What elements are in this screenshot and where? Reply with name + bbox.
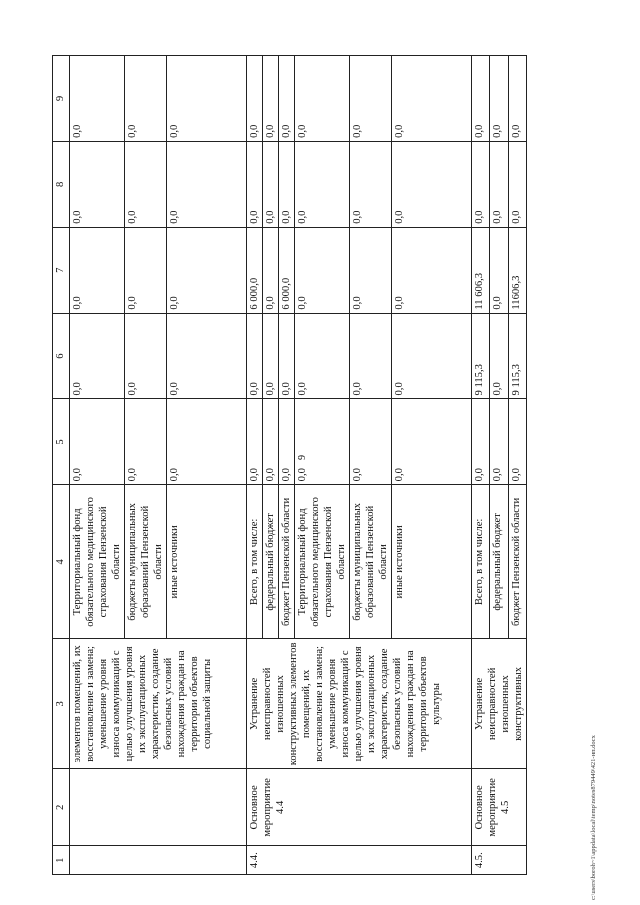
value-cell: 0,0 [70, 141, 125, 227]
value-cell: 11 606,3 [472, 227, 490, 313]
value-cell: 0,0 [295, 227, 350, 313]
value-cell: 0,0 [508, 399, 526, 485]
funding-source: бюджет Пензенской области [508, 485, 526, 639]
value-cell: 0,0 [263, 399, 279, 485]
funding-source: федеральный бюджет [490, 485, 508, 639]
table-row [472, 56, 490, 875]
value-cell: 0,0 [295, 399, 350, 485]
activity-name [70, 769, 247, 846]
value-cell: 0,0 [263, 313, 279, 399]
activity-description: элементов помещений, их восстановление и замена; уменьшение уровня износа коммуникаций с целью улучшения уровня их эксплуатационных характеристик, создание безопасных условий нахождения граждан на территории объектов социальной защиты [70, 639, 247, 769]
value-cell: 0,0 [70, 56, 125, 142]
funding-source: иные источники [392, 485, 472, 639]
value-cell: 0,0 [490, 399, 508, 485]
value-cell: 6 000,0 [247, 227, 263, 313]
value-cell: 0,0 [490, 56, 508, 142]
value-cell: 0,0 [392, 141, 472, 227]
value-cell: 0,0 [472, 56, 490, 142]
value-cell: 0,0 [279, 56, 295, 142]
header-row [53, 56, 70, 875]
value-cell: 0,0 [70, 313, 125, 399]
funding-source: Всего, в том числе: [472, 485, 490, 639]
value-cell: 0,0 [295, 56, 350, 142]
value-cell: 0,0 [472, 399, 490, 485]
table-row [70, 56, 125, 875]
funding-source: бюджеты муниципальных образований Пензенской области [350, 485, 392, 639]
activity-description: Устранение неисправностей изношенных конструктивных [472, 639, 527, 769]
col-header: 6 [53, 313, 70, 399]
funding-source: Территориальный фонд обязательного медицинского страхования Пензенской области [70, 485, 125, 639]
col-header: 7 [53, 227, 70, 313]
value-cell: 0,0 [125, 141, 167, 227]
activity-name: Основное мероприятие 4.4 [247, 769, 472, 846]
value-cell: 0,0 [125, 313, 167, 399]
row-number [70, 846, 247, 875]
funding-source: бюджет Пензенской области [279, 485, 295, 639]
value-cell: 0,0 [350, 227, 392, 313]
value-cell: 0,0 [167, 399, 247, 485]
funding-source: бюджеты муниципальных образований Пензенской области [125, 485, 167, 639]
value-cell: 0,0 [125, 56, 167, 142]
value-cell: 0,0 [490, 227, 508, 313]
value-cell: 0,0 [279, 141, 295, 227]
value-cell: 11606,3 [508, 227, 526, 313]
row-number: 4.5. [472, 846, 527, 875]
value-cell: 0,0 [350, 56, 392, 142]
funding-table [52, 55, 527, 875]
value-cell: 0,0 [167, 56, 247, 142]
value-cell: 0,0 [490, 313, 508, 399]
value-cell: 0,0 [70, 227, 125, 313]
col-header: 5 [53, 399, 70, 485]
value-cell: 0,0 [392, 313, 472, 399]
value-cell: 0,0 [70, 399, 125, 485]
value-cell: 0,0 [508, 141, 526, 227]
col-header: 8 [53, 141, 70, 227]
col-header: 2 [53, 769, 70, 846]
value-cell: 0,0 [279, 313, 295, 399]
value-cell: 0,0 [350, 313, 392, 399]
value-cell: 0,0 [472, 141, 490, 227]
value-cell: 0,0 [247, 56, 263, 142]
funding-source: федеральный бюджет [263, 485, 279, 639]
value-cell: 0,0 [125, 399, 167, 485]
row-number: 4.4. [247, 846, 472, 875]
value-cell: 9 115,3 [472, 313, 490, 399]
value-cell: 9 115,3 [508, 313, 526, 399]
value-cell: 0,0 [125, 227, 167, 313]
value-cell: 0,0 [508, 56, 526, 142]
value-cell: 6 000,0 [279, 227, 295, 313]
funding-source: Территориальный фонд обязательного медицинского страхования Пензенской области [295, 485, 350, 639]
value-cell: 0,0 [490, 141, 508, 227]
col-header: 3 [53, 639, 70, 769]
value-cell: 0,0 [167, 313, 247, 399]
value-cell: 0,0 [263, 56, 279, 142]
value-cell: 0,0 [167, 141, 247, 227]
value-cell: 0,0 [247, 141, 263, 227]
col-header: 4 [53, 485, 70, 639]
funding-source: иные источники [167, 485, 247, 639]
activity-description: Устранение неисправностей изношенных конструктивных элементов помещений, их восстановление и замена; уменьшение уровня износа коммуникаций с целью улучшения уровня их эксплуатационных характеристик, создание безопасных условий нахождения граждан на территории объектов культуры [247, 639, 472, 769]
file-path-footer: c:\users\boroh~1\appdata\local\temp\notes879449\421-нп.docx [590, 735, 597, 900]
col-header: 1 [53, 846, 70, 875]
value-cell: 0,0 [392, 399, 472, 485]
value-cell: 0,0 [350, 141, 392, 227]
value-cell: 0,0 [392, 227, 472, 313]
funding-source: Всего, в том числе: [247, 485, 263, 639]
activity-name: Основное мероприятие 4.5 [472, 769, 527, 846]
page-number: 9 [297, 455, 308, 460]
value-cell: 0,0 [247, 399, 263, 485]
table-row [247, 56, 263, 875]
rotated-table-wrapper [52, 55, 570, 875]
value-cell: 0,0 [167, 227, 247, 313]
value-cell: 0,0 [350, 399, 392, 485]
value-cell: 0,0 [295, 313, 350, 399]
col-header: 9 [53, 56, 70, 142]
value-cell: 0,0 [295, 141, 350, 227]
value-cell: 0,0 [247, 313, 263, 399]
value-cell: 0,0 [279, 399, 295, 485]
value-cell: 0,0 [392, 56, 472, 142]
value-cell: 0,0 [263, 227, 279, 313]
value-cell: 0,0 [263, 141, 279, 227]
